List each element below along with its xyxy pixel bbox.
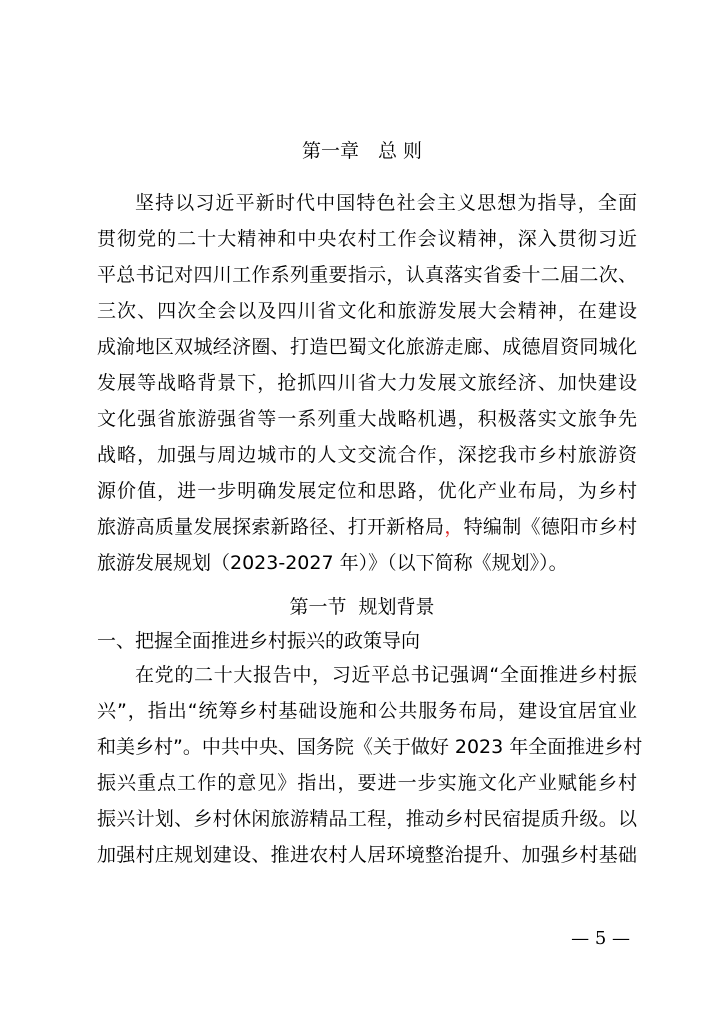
paragraph1-line-8: 战略，加强与周边城市的人文交流合作，深挖我市乡村旅游资 bbox=[97, 444, 637, 466]
paragraph2-line-5: 振兴计划、乡村休闲旅游精品工程，推动乡村民宿提质升级。以 bbox=[97, 808, 637, 830]
paragraph1-line-1: 坚持以习近平新时代中国特色社会主义思想为指导，全面 bbox=[135, 192, 637, 214]
paragraph1-line-3: 平总书记对四川工作系列重要指示，认真落实省委十二届二次、 bbox=[97, 264, 637, 286]
paragraph1-line-5: 成渝地区双城经济圈、打造巴蜀文化旅游走廊、成德眉资同城化 bbox=[97, 336, 637, 358]
paragraph2-line-4: 振兴重点工作的意见》指出，要进一步实施文化产业赋能乡村 bbox=[97, 772, 637, 794]
paragraph2-line-3: 和美乡村”。中共中央、国务院《关于做好 2023 年全面推进乡村 bbox=[97, 736, 643, 758]
chapter-title: 第一章 总 则 bbox=[301, 140, 423, 162]
paragraph1-line-9: 源价值，进一步明确发展定位和思路，优化产业布局，为乡村 bbox=[97, 480, 637, 502]
section-title: 第一节 规划背景 bbox=[289, 596, 435, 618]
page-number: — 5 — bbox=[571, 928, 630, 949]
paragraph1-line-10-part1: 旅游高质量发展探索新路径、打开新格局 bbox=[97, 516, 445, 538]
paragraph1-line-10-part2: 特编制《德阳市乡村 bbox=[463, 516, 637, 538]
paragraph1-line-2: 贯彻党的二十大精神和中央农村工作会议精神，深入贯彻习近 bbox=[97, 228, 637, 250]
subsection-title: 一、把握全面推进乡村振兴的政策导向 bbox=[97, 630, 421, 652]
paragraph2-line-6: 加强村庄规划建设、推进农村人居环境整治提升、加强乡村基础 bbox=[97, 844, 637, 866]
paragraph1-line-6: 发展等战略背景下，抢抓四川省大力发展文旅经济、加快建设 bbox=[97, 372, 637, 394]
paragraph1-line-4: 三次、四次全会以及四川省文化和旅游发展大会精神，在建设 bbox=[97, 300, 637, 322]
paragraph2-line-2: 兴”，指出“统筹乡村基础设施和公共服务布局，建设宜居宜业 bbox=[97, 700, 637, 722]
paragraph1-line-11: 旅游发展规划（2023-2027 年）》（以下简称《规划》）。 bbox=[97, 552, 568, 574]
paragraph2-line-1: 在党的二十大报告中，习近平总书记强调“全面推进乡村振 bbox=[135, 664, 637, 686]
highlighted-comma: ， bbox=[444, 516, 464, 538]
paragraph1-line-10 bbox=[97, 514, 637, 540]
paragraph1-line-7: 文化强省旅游强省等一系列重大战略机遇，积极落实文旅争先 bbox=[97, 408, 637, 430]
